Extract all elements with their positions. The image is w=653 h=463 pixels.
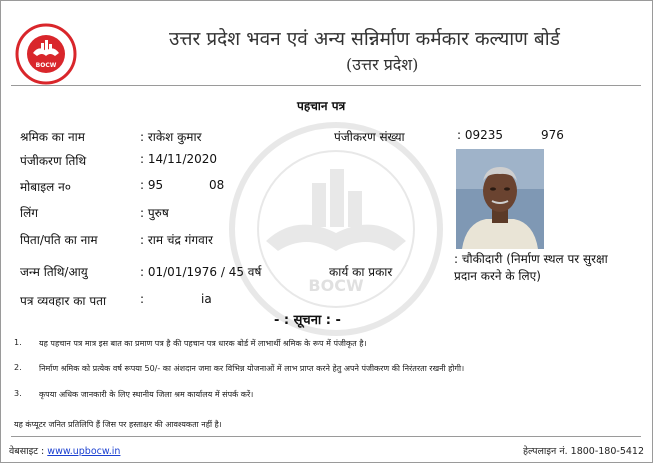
reg-date-label: पंजीकरण तिथि: [20, 154, 87, 168]
gender-value: : पुरुष: [140, 206, 169, 220]
name-value: : राकेश कुमार: [140, 130, 202, 144]
website-info: [9, 444, 120, 457]
work-type-label: कार्य का प्रकार: [329, 265, 393, 279]
work-type-value-line1: : चौकीदारी (निर्माण स्थल पर सुरक्षा: [454, 252, 608, 266]
bocw-watermark: [226, 121, 446, 336]
notice-item-num: 1.: [14, 338, 22, 347]
website-link[interactable]: www.upbocw.in: [47, 446, 121, 457]
mobile-label: मोबाइल न०: [20, 180, 71, 194]
logo-text: BOCW: [35, 62, 57, 69]
address-tail: ia: [201, 292, 212, 306]
father-name-value: : राम चंद्र गंगवार: [140, 233, 213, 247]
watermark-text: BOCW: [308, 276, 364, 295]
website-label: वेबसाइट :: [9, 446, 48, 457]
notice-item-num: 3.: [14, 389, 22, 398]
notice-item: कृपया अधिक जानकारी के लिए स्थानीय जिला श्रम कार्यालय में संपर्क करें।: [39, 390, 254, 399]
work-type-value-line2: प्रदान करने के लिए): [454, 269, 541, 283]
helpline-number: हेल्पलाइन नं. 1800-180-5412: [522, 446, 644, 457]
reg-number-tail: 976: [541, 128, 564, 142]
dob-age-label: जन्म तिथि/आयु: [20, 265, 88, 279]
address-value: :: [140, 292, 145, 306]
header-divider: [11, 85, 641, 86]
address-label: पत्र व्यवहार का पता: [20, 294, 107, 308]
father-name-label: पिता/पति का नाम: [20, 233, 98, 247]
board-subtitle: (उत्तर प्रदेश): [346, 55, 419, 74]
mobile-value: : 95: [140, 178, 164, 192]
reg-date-value: : 14/11/2020: [140, 152, 218, 166]
dob-age-value: : 01/01/1976 / 45 वर्ष: [140, 265, 262, 279]
computer-generated-note: यह कंप्यूटर जनित प्रतिलिपि हैं जिस पर हस्ताक्षर की आवश्यकता नहीं है।: [14, 420, 222, 429]
bocw-logo: [15, 23, 77, 85]
footer-divider: [11, 436, 641, 437]
gender-label: लिंग: [20, 206, 39, 220]
reg-number-value: : 09235: [457, 128, 504, 142]
mobile-tail: 08: [209, 178, 225, 192]
notice-item: यह पहचान पत्र मात्र इस बात का प्रमाण पत्र है की पहचान पत्र धारक बोर्ड में लाभार्थी श्रमिक के रूप में पंजीकृत है।: [39, 339, 367, 348]
reg-number-label: पंजीकरण संख्या: [334, 130, 405, 144]
notice-item-num: 2.: [14, 363, 22, 372]
name-label: श्रमिक का नाम: [20, 130, 85, 144]
notice-title: - : सूचना : -: [274, 313, 341, 328]
board-title: उत्तर प्रदेश भवन एवं अन्य सन्निर्माण कर्मकार कल्याण बोर्ड: [169, 28, 560, 50]
notice-item: निर्माण श्रमिक को प्रत्येक वर्ष रूपया 50/- का अंशदान जमा कर विभिन्न योजनाओं में लाभ प्राप्त करने हेतु अपने पंजीकरण की निरंतरता रखनी होगी।: [39, 364, 465, 373]
card-title: पहचान पत्र: [297, 99, 346, 113]
worker-photo: [456, 149, 544, 249]
